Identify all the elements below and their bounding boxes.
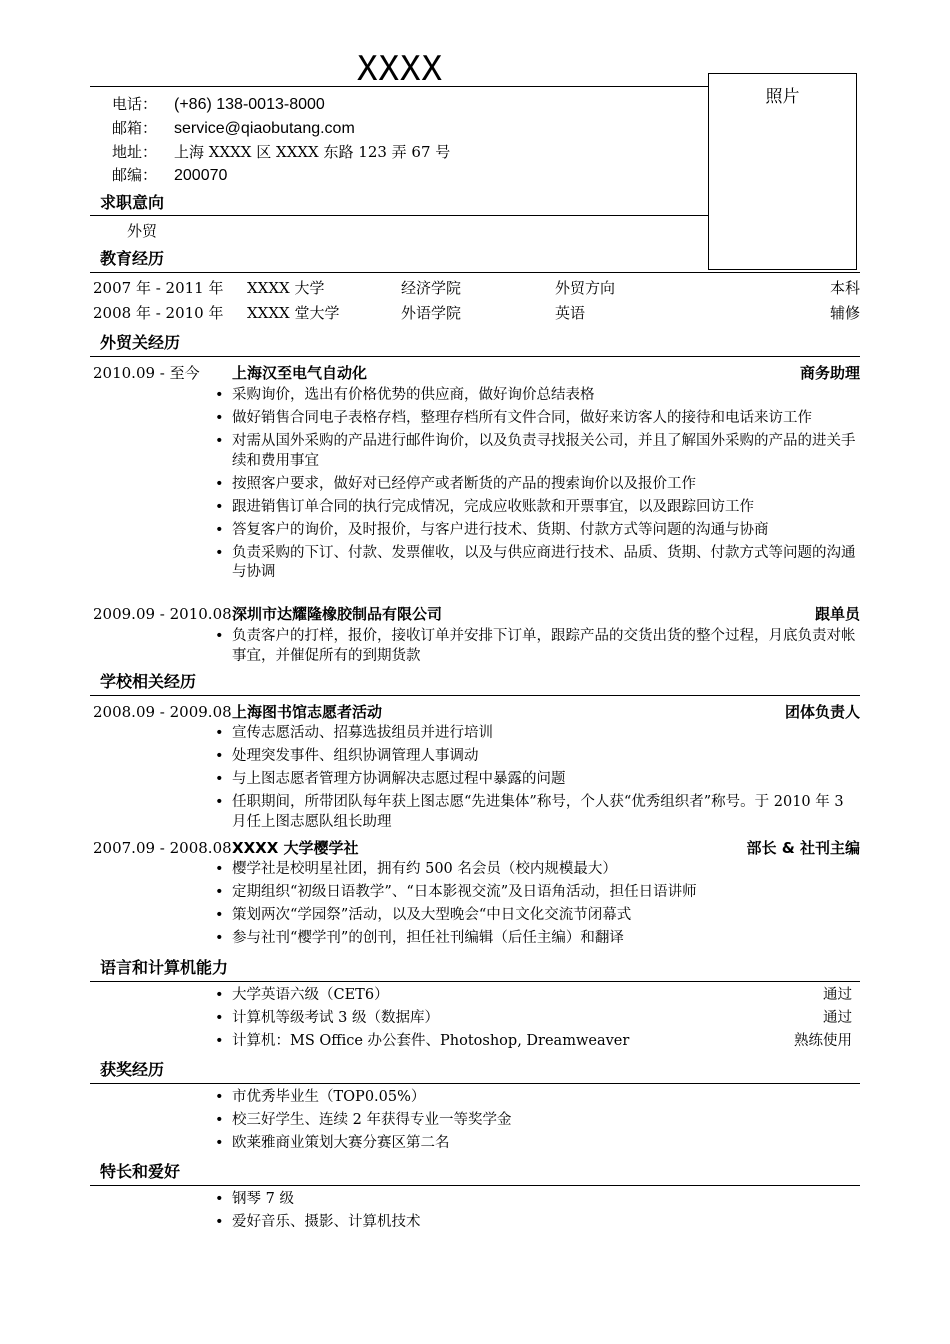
hobbies-list <box>232 1190 860 1236</box>
experience-role: 商务助理 <box>799 364 860 382</box>
list-item: • 钢琴 7 级 <box>232 1190 860 1210</box>
education-college: 经济学院 <box>401 279 462 297</box>
experience-date: 2007.09 - 2008.08 <box>93 839 232 857</box>
list-item: • 宣传志愿活动、招募选拔组员并进行培训 <box>232 724 860 744</box>
experience-header <box>93 603 860 625</box>
list-item: • 校三好学生、连续 2 年获得专业一等奖学金 <box>232 1111 860 1131</box>
section-title-school: 学校相关经历 <box>100 672 197 691</box>
experience-bullets <box>232 860 860 952</box>
section-title-skills: 语言和计算机能力 <box>100 958 229 977</box>
section-divider <box>90 1083 860 1084</box>
list-item: • 参与社刊“樱学刊”的创刊，担任社刊编辑（后任主编）和翻译 <box>232 929 860 949</box>
photo-box <box>708 73 857 270</box>
education-school: XXXX 堂大学 <box>247 304 340 322</box>
section-title-intent: 求职意向 <box>100 193 165 212</box>
experience-bullets <box>232 724 860 836</box>
skill-name: 大学英语六级（CET6） <box>232 987 389 1003</box>
education-degree: 辅修 <box>829 304 860 322</box>
section-divider <box>90 272 860 273</box>
list-item: • 跟进销售订单合同的执行完成情况，完成应收账款和开票事宜，以及跟踪回访工作 <box>232 498 860 518</box>
experience-header <box>93 362 860 384</box>
section-title-hobbies: 特长和爱好 <box>100 1162 181 1181</box>
experience-org: 深圳市达耀隆橡胶制品有限公司 <box>232 605 443 623</box>
contact-label: 地址： <box>112 143 158 161</box>
experience-role: 部长 & 社刊主编 <box>746 839 860 857</box>
list-item <box>232 986 860 1006</box>
section-divider <box>90 695 860 696</box>
experience-bullets <box>232 386 860 586</box>
skill-level: 通过 <box>823 987 852 1003</box>
contact-address <box>112 141 450 163</box>
contact-label: 邮编： <box>112 166 158 184</box>
skill-level: 熟练使用 <box>794 1033 852 1049</box>
section-title-education: 教育经历 <box>100 249 165 268</box>
education-row <box>93 277 860 299</box>
experience-header <box>93 701 860 723</box>
experience-bullets <box>232 627 860 670</box>
contact-value: 上海 XXXX 区 XXXX 东路 123 弄 67 号 <box>174 143 451 161</box>
experience-role: 跟单员 <box>814 605 860 623</box>
section-divider <box>90 981 860 982</box>
experience-date: 2008.09 - 2009.08 <box>93 703 232 721</box>
education-date: 2008 年 - 2010 年 <box>93 304 224 322</box>
contact-value: 200070 <box>174 167 228 184</box>
experience-date: 2009.09 - 2010.08 <box>93 605 232 623</box>
education-major: 外贸方向 <box>555 279 616 297</box>
skill-name: 计算机等级考试 3 级（数据库） <box>232 1010 439 1026</box>
name-divider <box>90 86 708 87</box>
experience-org: 上海图书馆志愿者活动 <box>232 703 383 721</box>
list-item: • 负责客户的打样，报价，接收订单并安排下订单，跟踪产品的交货出货的整个过程，月底负责对帐事宜，并催促所有的到期货款 <box>232 627 860 666</box>
education-major: 英语 <box>555 304 586 322</box>
section-divider <box>90 215 708 216</box>
resume-name: XXXX <box>357 49 443 89</box>
list-item: • 樱学社是校明星社团，拥有约 500 名会员（校内规模最大） <box>232 860 860 880</box>
experience-header <box>93 837 860 859</box>
photo-label: 照片 <box>765 87 800 107</box>
awards-list <box>232 1088 860 1157</box>
list-item: • 市优秀毕业生（TOP0.05%） <box>232 1088 860 1108</box>
list-item: • 采购询价，选出有价格优势的供应商，做好询价总结表格 <box>232 386 860 406</box>
contact-label: 电话： <box>112 95 158 113</box>
list-item: • 策划两次“学园祭”活动，以及大型晚会“中日文化交流节闭幕式 <box>232 906 860 926</box>
experience-org: 上海汉至电气自动化 <box>232 364 368 382</box>
section-title-trade: 外贸关经历 <box>100 333 181 352</box>
education-date: 2007 年 - 2011 年 <box>93 279 224 297</box>
list-item: • 处理突发事件、组织协调管理人事调动 <box>232 747 860 767</box>
contact-value: service@qiaobutang.com <box>174 120 355 137</box>
section-divider <box>90 356 860 357</box>
education-college: 外语学院 <box>401 304 462 322</box>
contact-email <box>112 117 355 139</box>
list-item: • 欧莱雅商业策划大赛分赛区第二名 <box>232 1134 860 1154</box>
contact-value: (+86) 138-0013-8000 <box>174 96 325 113</box>
list-item <box>232 1032 860 1052</box>
section-title-awards: 获奖经历 <box>100 1060 165 1079</box>
experience-role: 团体负责人 <box>784 703 860 721</box>
section-divider <box>90 1185 860 1186</box>
list-item <box>232 1009 860 1029</box>
list-item: • 答复客户的询价，及时报价，与客户进行技术、货期、付款方式等问题的沟通与协商 <box>232 521 860 541</box>
contact-phone <box>112 93 325 115</box>
experience-date: 2010.09 - 至今 <box>93 364 200 382</box>
list-item: • 定期组织“初级日语教学”、“日本影视交流”及日语角活动，担任日语讲师 <box>232 883 860 903</box>
list-item: • 负责采购的下订、付款、发票催收，以及与供应商进行技术、品质、货期、付款方式等问题的沟通与协调 <box>232 544 860 583</box>
skill-name: 计算机：MS Office 办公套件、Photoshop, Dreamweaver <box>232 1033 630 1049</box>
skills-list <box>232 986 860 1055</box>
intent-value: 外贸 <box>127 222 158 240</box>
list-item: • 任职期间，所带团队每年获上图志愿“先进集体”称号，个人获“优秀组织者”称号。于 2010 年 3 月任上图志愿队组长助理 <box>232 793 860 832</box>
list-item: • 按照客户要求，做好对已经停产或者断货的产品的搜索询价以及报价工作 <box>232 475 860 495</box>
skill-level: 通过 <box>823 1010 852 1026</box>
list-item: • 对需从国外采购的产品进行邮件询价，以及负责寻找报关公司，并且了解国外采购的产品的进关手续和费用事宜 <box>232 432 860 471</box>
education-degree: 本科 <box>829 279 860 297</box>
list-item: • 与上图志愿者管理方协调解决志愿过程中暴露的问题 <box>232 770 860 790</box>
education-school: XXXX 大学 <box>247 279 325 297</box>
education-row <box>93 302 860 324</box>
list-item: • 做好销售合同电子表格存档，整理存档所有文件合同，做好来访客人的接待和电话来访工作 <box>232 409 860 429</box>
contact-label: 邮箱： <box>112 119 158 137</box>
experience-org: XXXX 大学樱学社 <box>232 839 359 857</box>
list-item: • 爱好音乐、摄影、计算机技术 <box>232 1213 860 1233</box>
contact-postcode <box>112 164 227 186</box>
